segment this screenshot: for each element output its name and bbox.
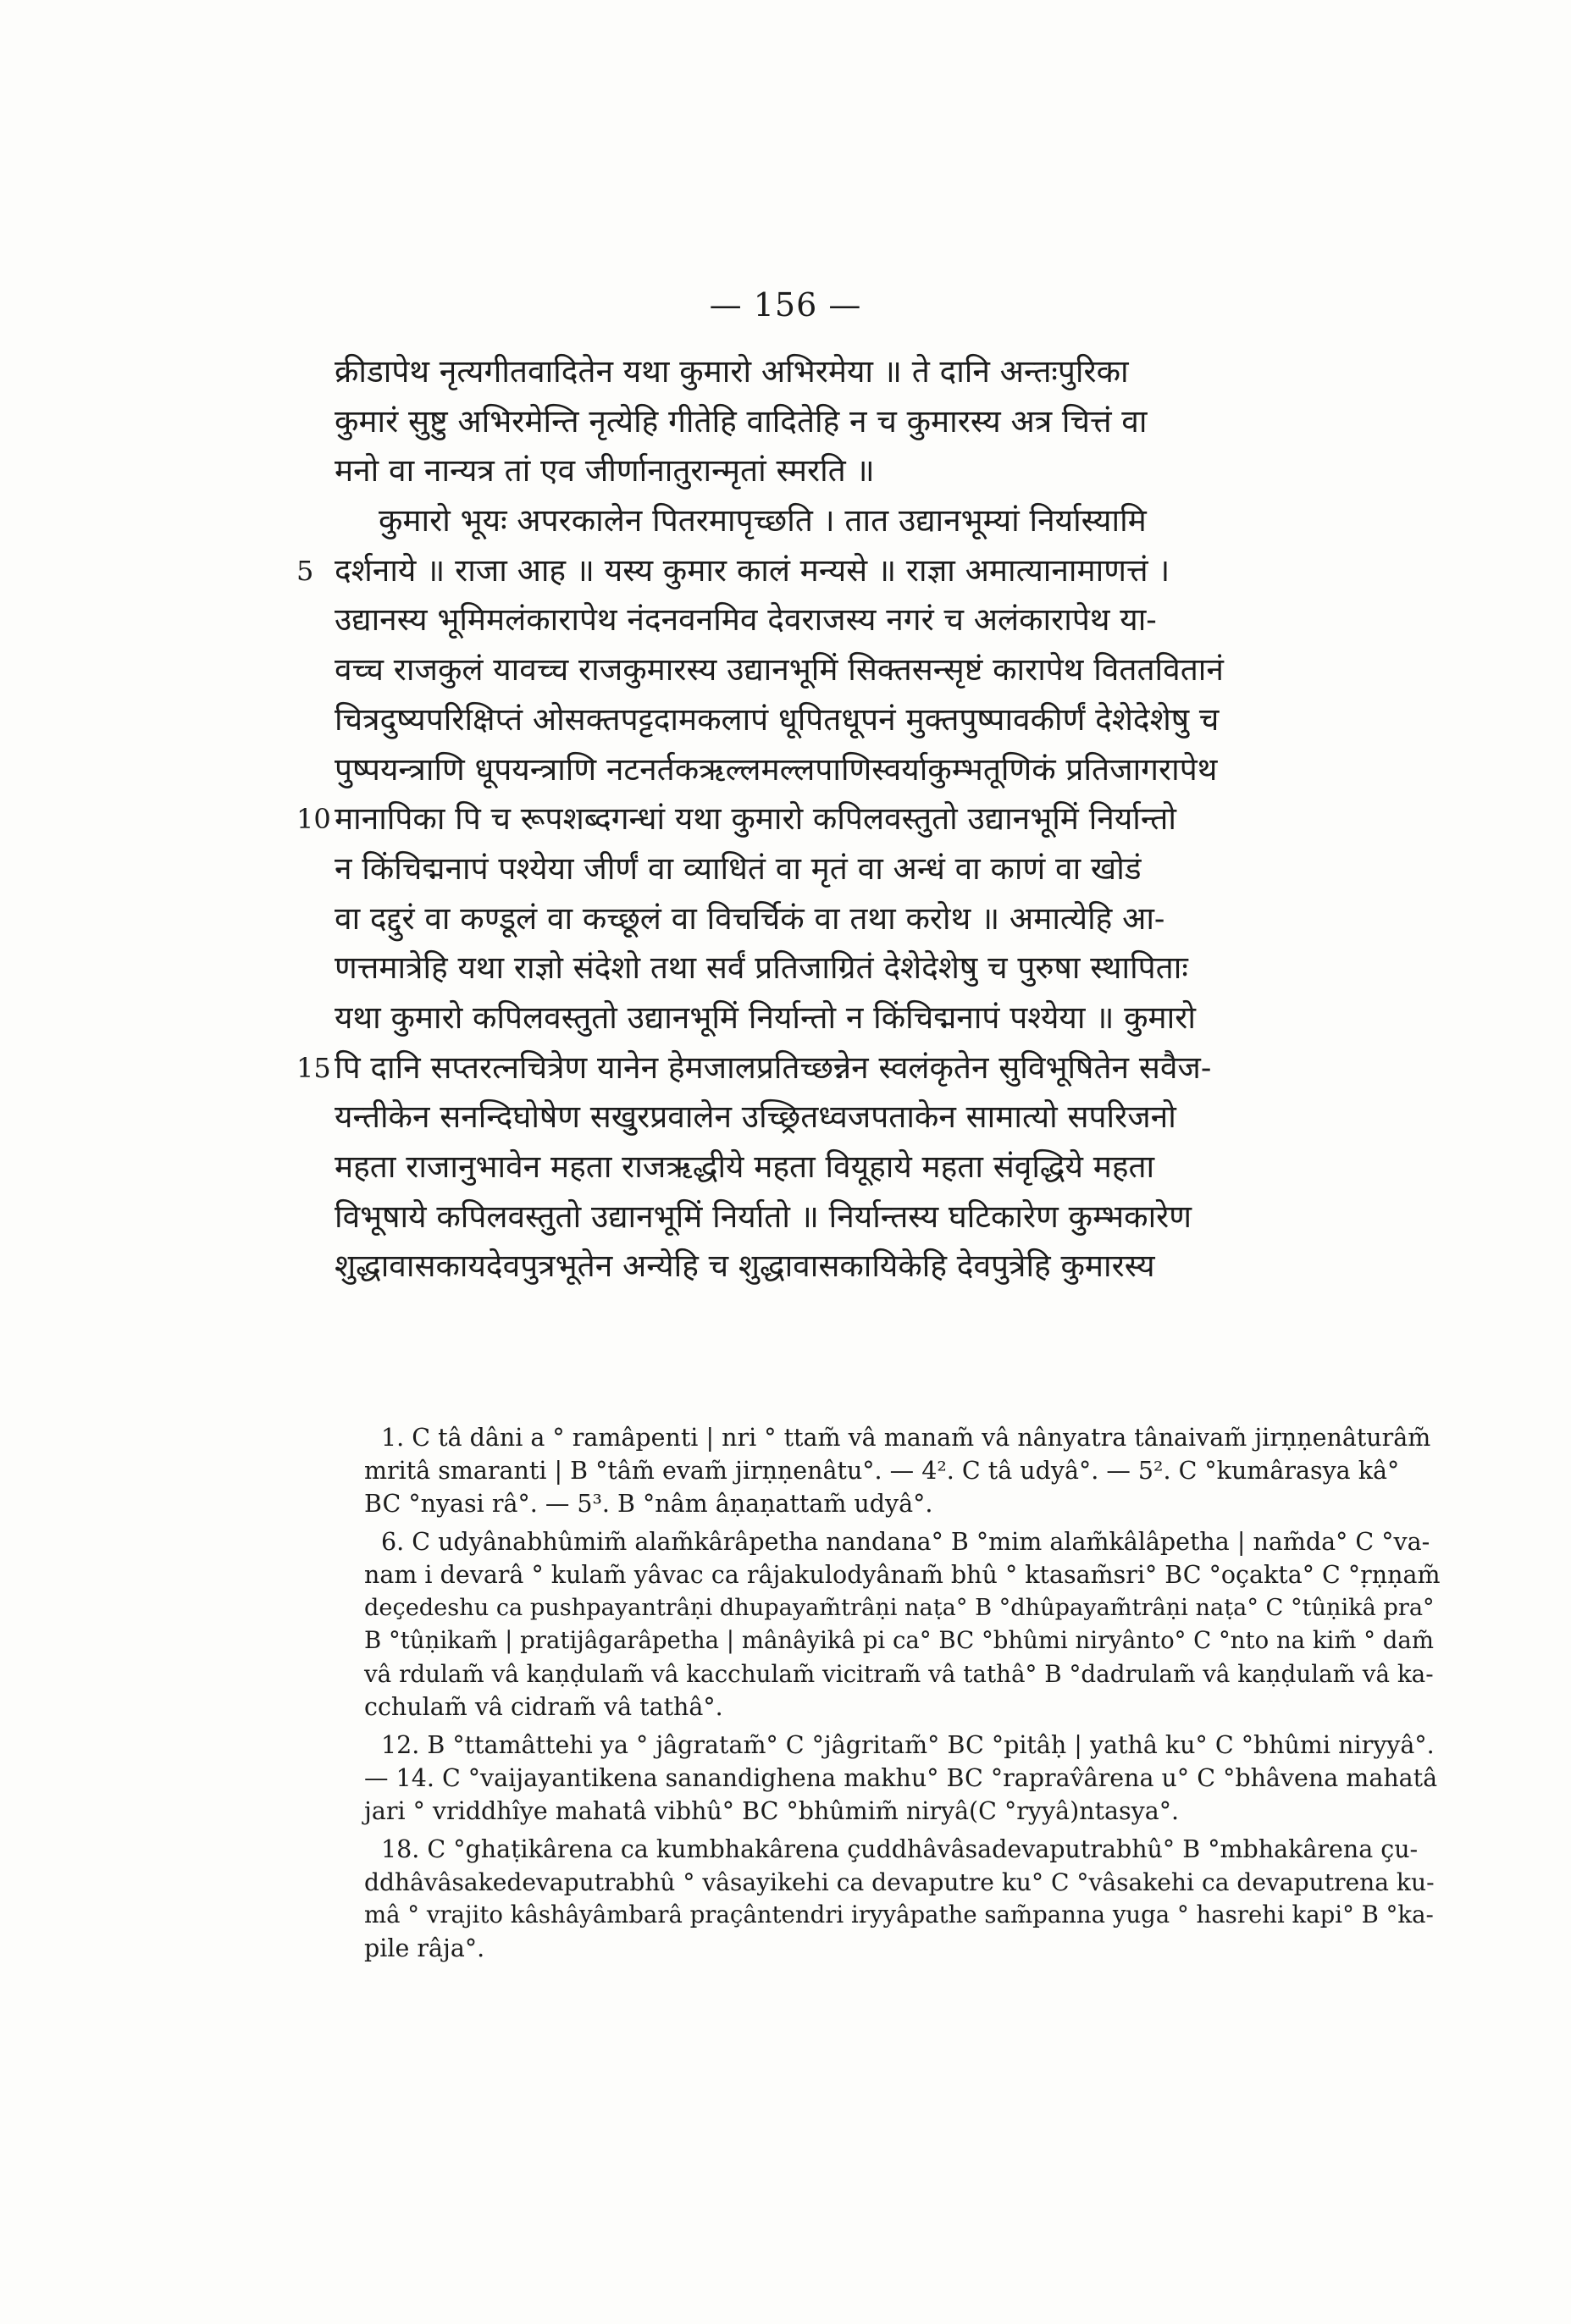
footnote <box>364 1525 1440 1724</box>
text-line <box>335 1192 1461 1242</box>
footnote <box>364 1729 1440 1828</box>
footnote-line: nam i devarâ ° kulam̃ yâvac ca râjakulodyânam̃ bhû ° ktasam̃sri° BC °oçakta° C °ṛṇṇam̃ <box>364 1561 1441 1589</box>
line-text: मानापिका पि च रूपशब्दगन्धां यथा कुमारो कपिलवस्तुतो उद्यानभूमिं निर्यान्तो <box>335 800 1176 838</box>
line-text: महता राजानुभावेन महता राजऋद्धीये महता वियूहाये महता संवृद्धिये महता <box>335 1148 1155 1185</box>
footnote <box>364 1833 1440 1965</box>
line-text: चित्रदुष्यपरिक्षिप्तं ओसक्तपट्टदामकलापं धूपितधूपनं मुक्तपुष्पावकीर्णं देशेदेशेषु च <box>335 700 1220 738</box>
text-line <box>335 496 1461 546</box>
text-line <box>335 695 1461 745</box>
text-line <box>335 844 1461 894</box>
line-text: दर्शनाये ॥ राजा आह ॥ यस्य कुमार कालं मन्यसे ॥ राज्ञा अमात्यानामाणत्तं । <box>335 551 1170 589</box>
line-text: यन्तीकेन सनन्दिघोषेण सखुरप्रवालेन उच्छ्रितध्वजपताकेन सामात्यो सपरिजनो <box>335 1098 1176 1136</box>
line-text: उद्यानस्य भूमिमलंकारापेथ नंदनवनमिव देवराजस्य नगरं च अलंकारापेथ या- <box>335 601 1157 639</box>
footnote-line: deçedeshu ca pushpayantrâṇi dhupayam̃trâṇi naṭa° B °dhûpayam̃trâṇi naṭa° C °tûṇikâ pra° <box>364 1595 1435 1621</box>
footnotes-block <box>364 1421 1440 1970</box>
text-line <box>296 1043 1461 1093</box>
line-number: 5 <box>296 554 314 587</box>
text-line <box>335 1143 1461 1192</box>
footnote-line: 12. B °ttamâttehi ya ° jâgratam̃° C °jâgritam̃° BC °pitâḥ | yathâ ku° C °bhûmi niryyâ°. <box>381 1731 1435 1759</box>
text-line <box>335 745 1461 795</box>
footnote-line: B °tûṇikam̃ | pratijâgarâpetha | mânâyikâ pi ca° BC °bhûmi niryânto° C °nto na kim̃ ° dam̃ <box>364 1627 1434 1654</box>
text-line <box>335 1242 1461 1292</box>
text-line <box>335 446 1461 496</box>
footnote <box>364 1421 1440 1520</box>
text-line <box>335 645 1461 695</box>
text-line <box>335 943 1461 993</box>
line-text: वा दद्दुरं वा कण्डूलं वा कच्छूलं वा विचर्चिकं वा तथा करोथ ॥ अमात्येहि आ- <box>335 899 1165 937</box>
line-text: पुष्पयन्त्राणि धूपयन्त्राणि नटनर्तकऋल्लमल्लपाणिस्वर्याकुम्भतूणिकं प्रतिजागरापेथ <box>335 750 1218 788</box>
line-text: यथा कुमारो कपिलवस्तुतो उद्यानभूमिं निर्यान्तो न किंचिद्मनापं पश्येया ॥ कुमारो <box>335 999 1196 1036</box>
page-number: — 156 — <box>709 286 862 324</box>
footnote-line: 6. C udyânabhûmim̃ alam̃kârâpetha nandana° B °mim alam̃kâlâpetha | nam̃da° C °va- <box>381 1528 1430 1556</box>
footnote-line: ddhâvâsakedevaputrabhû ° vâsayikehi ca devaputre ku° C °vâsakehi ca devaputrena ku- <box>364 1868 1435 1896</box>
line-text: विभूषाये कपिलवस्तुतो उद्यानभूमिं निर्यातो ॥ निर्यान्तस्य घटिकारेण कुम्भकारेण <box>335 1198 1192 1235</box>
line-text: वच्च राजकुलं यावच्च राजकुमारस्य उद्यानभूमिं सिक्तसन्सृष्टं कारापेथ विततवितानं <box>335 651 1224 689</box>
footnote-line: vâ rdulam̃ vâ kaṇḍulam̃ vâ kacchulam̃ vicitram̃ vâ tathâ° B °dadrulam̃ vâ kaṇḍulam̃ vâ ka- <box>364 1660 1434 1688</box>
line-text: कुमारं सुष्टु अभिरमेन्ति नृत्येहि गीतेहि वादितेहि न च कुमारस्य अत्र चित्तं वा <box>335 402 1148 440</box>
line-text: कुमारो भूयः अपरकालेन पितरमापृच्छति । तात उद्यानभूम्यां निर्यास्यामि <box>379 502 1147 540</box>
text-line <box>296 546 1461 596</box>
footnote-line: 1. C tâ dâni a ° ramâpenti | nri ° ttam̃ vâ manam̃ vâ nânyatra tânaivam̃ jirṇṇenâturâm̃ <box>381 1424 1431 1452</box>
text-line <box>335 397 1461 447</box>
footnote-line: mritâ smaranti | B °tâm̃ evam̃ jirṇṇenâtu°. — 4². C tâ udyâ°. — 5². C °kumârasya kâ° <box>364 1457 1400 1485</box>
line-text: शुद्धावासकायदेवपुत्रभूतेन अन्येहि च शुद्धावासकायिकेहि देवपुत्रेहि कुमारस्य <box>335 1248 1155 1285</box>
line-number: 10 <box>296 803 331 836</box>
text-line <box>335 347 1461 397</box>
line-text: क्रीडापेथ नृत्यगीतवादितेन यथा कुमारो अभिरमेया ॥ ते दानि अन्तःपुरिका <box>335 353 1129 390</box>
footnote-line: mâ ° vrajito kâshâyâmbarâ praçântendri iryyâpathe sam̃panna yuga ° hasrehi kapi° B °ka- <box>364 1901 1434 1928</box>
text-line <box>335 595 1461 645</box>
line-text: णत्तमात्रेहि यथा राज्ञो संदेशो तथा सर्वं प्रतिजाग्रितं देशेदेशेषु च पुरुषा स्थापिताः <box>335 949 1188 987</box>
line-text: मनो वा नान्यत्र तां एव जीर्णानातुरान्मृतां स्मरति ॥ <box>335 452 875 490</box>
text-line <box>335 1093 1461 1143</box>
text-line <box>335 894 1461 944</box>
text-line <box>296 794 1461 844</box>
footnote-line: pile râja°. <box>364 1934 485 1962</box>
footnote-line: cchulam̃ vâ cidram̃ vâ tathâ°. <box>364 1693 723 1721</box>
footnote-line: jari ° vriddhîye mahatâ vibhû° BC °bhûmim̃ niryâ(C °ryyâ)ntasya°. <box>364 1797 1180 1825</box>
main-text-block <box>296 347 1461 1292</box>
line-text: न किंचिद्मनापं पश्येया जीर्णं वा व्याधितं वा मृतं वा अन्धं वा काणं वा खोडं <box>335 849 1142 887</box>
line-text: पि दानि सप्तरत्नचित्रेण यानेन हेमजालप्रतिच्छन्नेन स्वलंकृतेन सुविभूषितेन सवैज- <box>335 1049 1212 1086</box>
footnote-line: — 14. C °vaijayantikena sanandighena makhu° BC °raprav̂ârena u° C °bhâvena mahatâ <box>364 1764 1438 1792</box>
line-number: 15 <box>296 1051 331 1084</box>
footnote-line: BC °nyasi râ°. — 5³. B °nâm âṇaṇattam̃ udyâ°. <box>364 1490 933 1518</box>
footnote-line: 18. C °ghaṭikârena ca kumbhakârena çuddhâvâsadevaputrabhû° B °mbhakârena çu- <box>381 1835 1419 1863</box>
text-line <box>335 993 1461 1043</box>
